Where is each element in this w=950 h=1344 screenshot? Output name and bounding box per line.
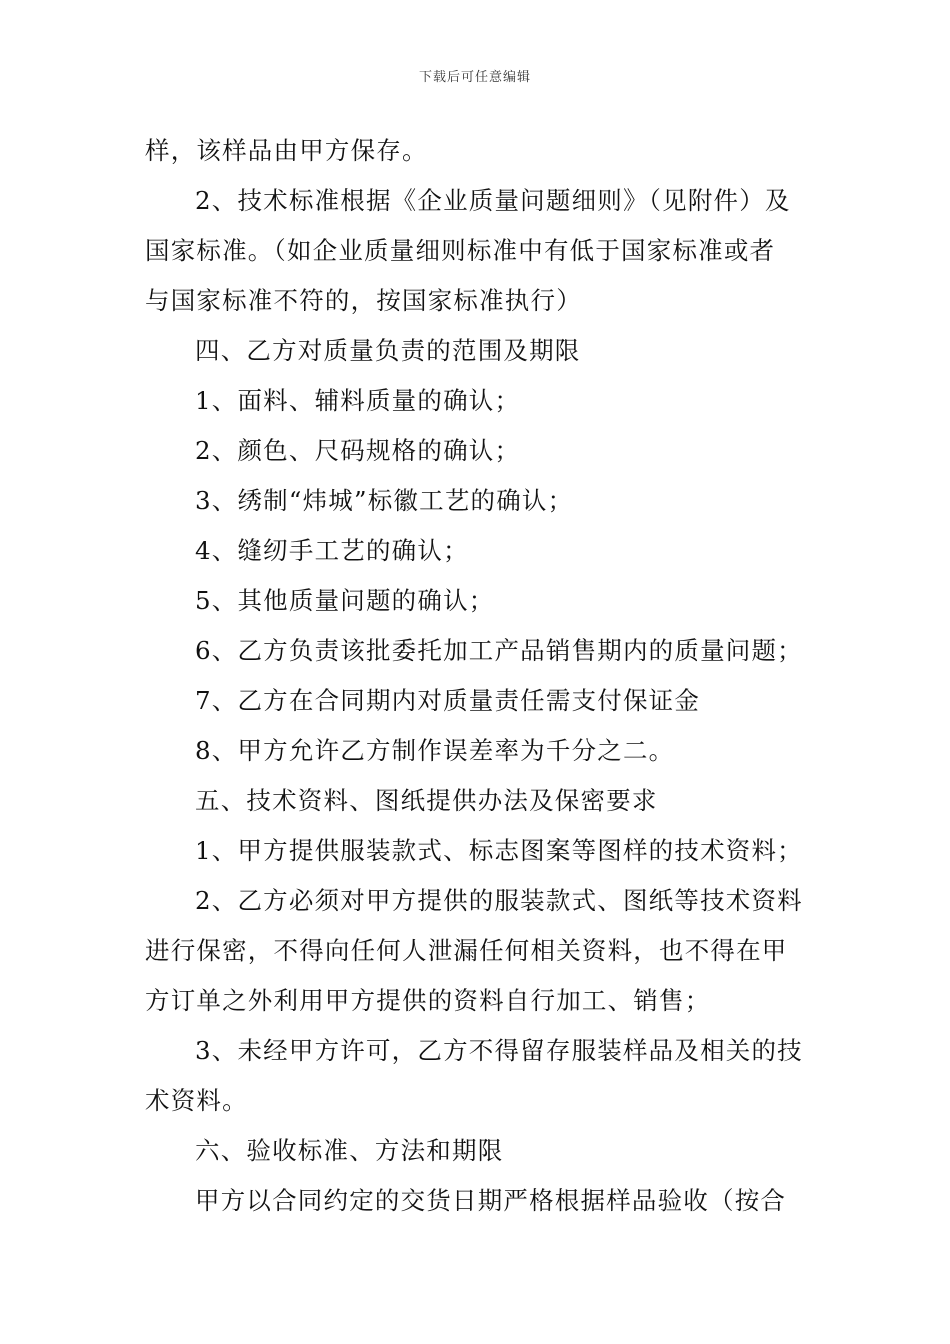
list-item: 7、乙方在合同期内对质量责任需支付保证金 [195,686,701,715]
section-heading: 五、技术资料、图纸提供办法及保密要求 [195,786,658,815]
text-line: 术资料。 [145,1086,248,1115]
text-line: 方订单之外利用甲方提供的资料自行加工、销售； [145,986,711,1015]
page-header-note: 下载后可任意编辑 [418,70,531,85]
text-line: 2、技术标准根据《企业质量问题细则》（见附件）及 [195,186,791,215]
list-item: 6、乙方负责该批委托加工产品销售期内的质量问题； [195,636,803,665]
list-item: 2、乙方必须对甲方提供的服装款式、图纸等技术资料 [195,886,803,915]
document-body [145,126,810,1226]
text-line: 与国家标准不符的，按国家标准执行） [145,286,582,315]
text-line: 国家标准。（如企业质量细则标准中有低于国家标准或者 [145,236,776,265]
text-line: 甲方以合同约定的交货日期严格根据样品验收（按合 [195,1186,787,1215]
text-line: 进行保密，不得向任何人泄漏任何相关资料，也不得在甲 [145,936,788,965]
list-item: 4、缝纫手工艺的确认； [195,536,469,565]
list-item: 2、颜色、尺码规格的确认； [195,436,521,465]
list-item: 1、面料、辅料质量的确认； [195,386,521,415]
section-heading: 四、乙方对质量负责的范围及期限 [195,336,581,365]
section-heading: 六、验收标准、方法和期限 [195,1136,504,1165]
list-item: 5、其他质量问题的确认； [195,586,495,615]
list-item: 3、绣制“炜城”标徽工艺的确认； [195,486,574,515]
list-item: 3、未经甲方许可，乙方不得留存服装样品及相关的技 [195,1036,803,1065]
list-item: 1、甲方提供服装款式、标志图案等图样的技术资料； [195,836,803,865]
text-line: 样，该样品由甲方保存。 [145,136,428,165]
list-item: 8、甲方允许乙方制作误差率为千分之二。 [195,736,675,765]
